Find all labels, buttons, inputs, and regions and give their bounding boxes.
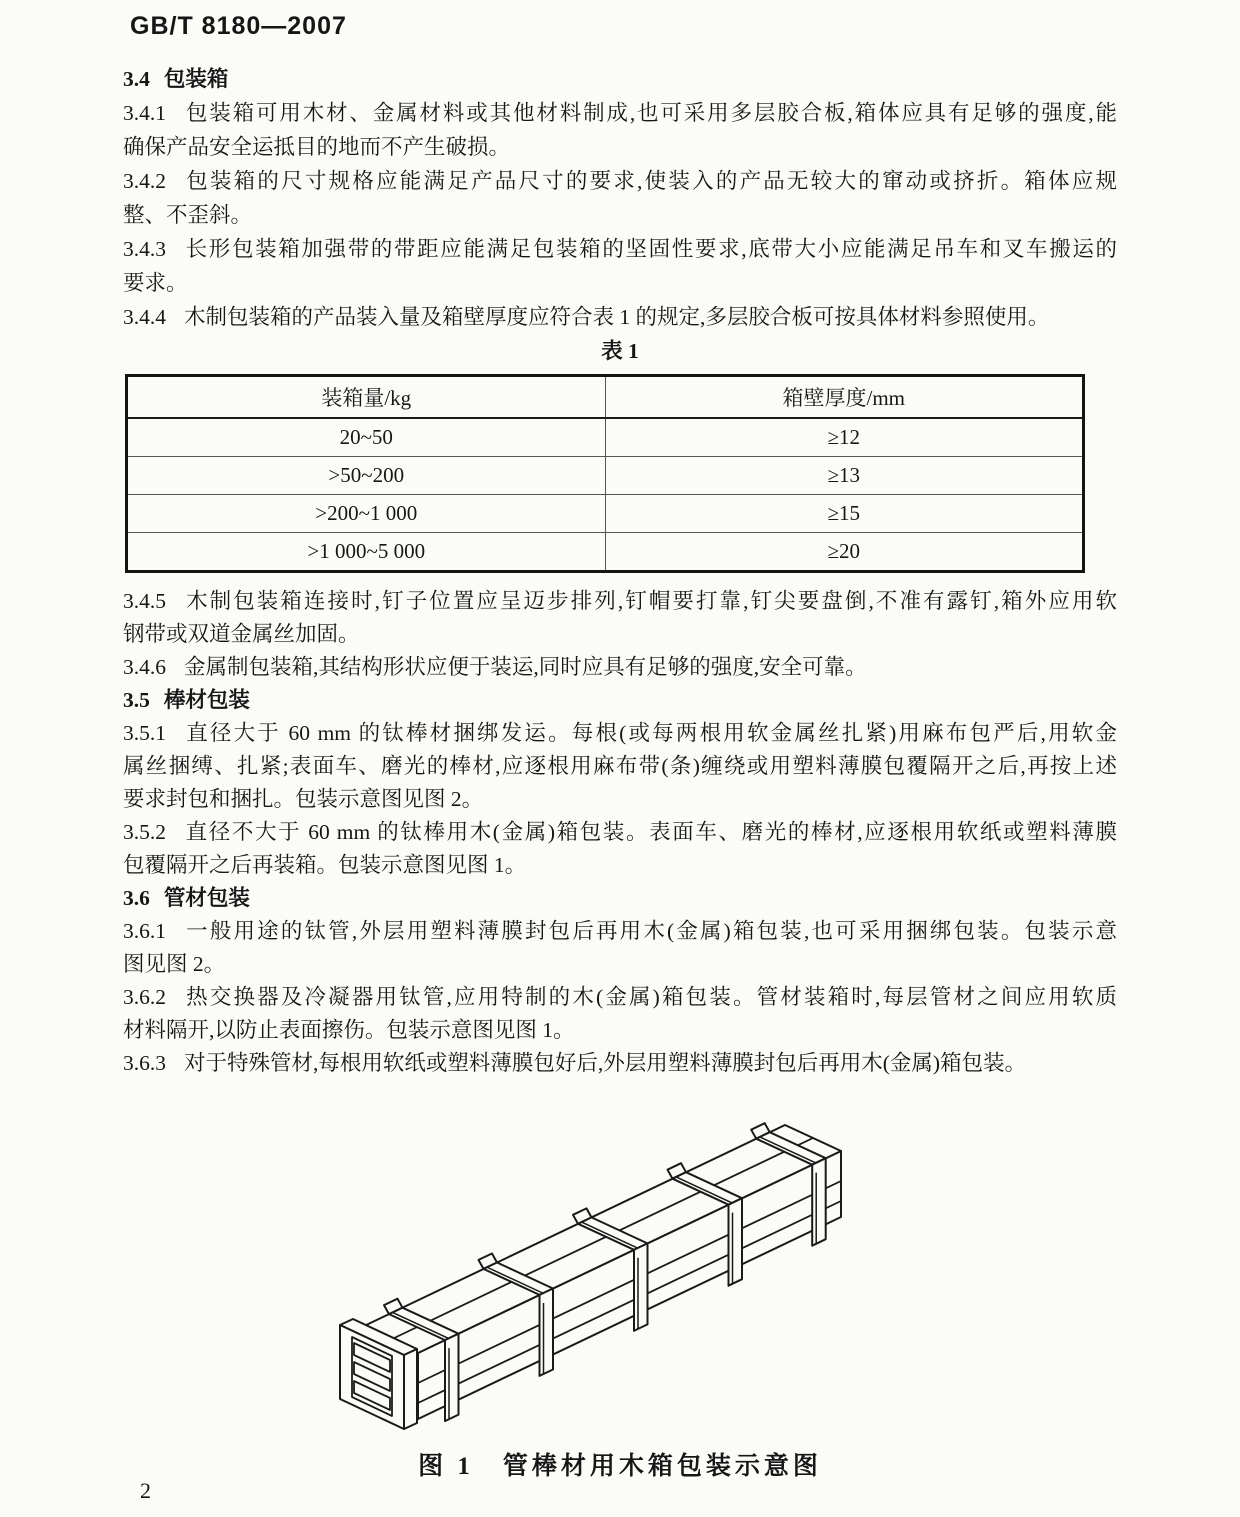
section-number: 3.4: [123, 67, 150, 91]
text-line: 包装箱的尺寸规格应能满足产品尺寸的要求,使装入的产品无较大的窜动或挤折。箱体应规: [184, 169, 1117, 193]
clause-number: 3.4.3: [123, 237, 166, 261]
section-title: 棒材包装: [163, 688, 250, 712]
table-row: [127, 533, 1084, 572]
col-header-load-weight: 装箱量/kg: [127, 376, 606, 419]
cell-load-range: 20~50: [127, 418, 606, 457]
para-3-4-6: [123, 651, 1117, 684]
text-line: 确保产品安全运抵目的地而不产生破损。: [123, 135, 511, 159]
figure-1-crate-drawing: [330, 1085, 890, 1445]
para-3-6-3: [123, 1047, 1117, 1080]
cell-load-range: >200~1 000: [127, 495, 606, 533]
clause-number: 3.4.5: [123, 589, 166, 613]
section-title: 包装箱: [163, 67, 229, 91]
clause-number: 3.6.3: [123, 1051, 166, 1075]
cell-thickness: ≥12: [605, 418, 1084, 457]
para-3-4-1: [123, 96, 1117, 164]
text-line: 木制包装箱的产品装入量及箱壁厚度应符合表 1 的规定,多层胶合板可按具体材料参照使用。: [184, 305, 1050, 329]
text-line: 直径大于 60 mm 的钛棒材捆绑发运。每根(或每两根用软金属丝扎紧)用麻布包严后,用软金: [184, 721, 1117, 745]
section-heading-3-5: [123, 684, 1117, 717]
section-title: 管材包装: [163, 886, 250, 910]
section-heading-3-6: [123, 882, 1117, 915]
table-1-box-wall-thickness: [125, 374, 1085, 573]
text-line: 材料隔开,以防止表面擦伤。包装示意图见图 1。: [123, 1018, 575, 1042]
table-caption: 表 1: [601, 339, 639, 363]
text-line: 热交换器及冷凝器用钛管,应用特制的木(金属)箱包装。管材装箱时,每层管材之间应用软质: [184, 985, 1117, 1009]
cell-thickness: ≥13: [605, 457, 1084, 495]
table-row: [127, 457, 1084, 495]
section-heading-3-4: [123, 62, 1117, 96]
text-line: 要求封包和捆扎。包装示意图见图 2。: [123, 787, 484, 811]
para-3-5-2: [123, 816, 1117, 882]
clause-number: 3.5.2: [123, 820, 166, 844]
cell-load-range: >1 000~5 000: [127, 533, 606, 572]
text-line: 钢带或双道金属丝加固。: [123, 622, 360, 646]
cell-load-range: >50~200: [127, 457, 606, 495]
standard-code: GB/T 8180—2007: [130, 12, 347, 40]
clause-number: 3.5.1: [123, 721, 166, 745]
table-row: [127, 418, 1084, 457]
clause-number: 3.4.2: [123, 169, 166, 193]
para-3-6-2: [123, 981, 1117, 1047]
page-number: 2: [140, 1478, 151, 1503]
table-row: [127, 495, 1084, 533]
para-3-4-3: [123, 232, 1117, 300]
text-line: 整、不歪斜。: [123, 203, 253, 227]
document-body: [123, 62, 1117, 1080]
end-cap-side: [404, 1349, 417, 1429]
text-line: 对于特殊管材,每根用软纸或塑料薄膜包好后,外层用塑料薄膜封包后再用木(金属)箱包装。: [184, 1051, 1027, 1075]
text-line: 金属制包装箱,其结构形状应便于装运,同时应具有足够的强度,安全可靠。: [184, 655, 867, 679]
text-line: 属丝捆缚、扎紧;表面车、磨光的棒材,应逐根用麻布带(条)缠绕或用塑料薄膜包覆隔开之后,再按上述: [123, 754, 1117, 778]
clause-number: 3.4.6: [123, 655, 166, 679]
text-line: 要求。: [123, 271, 188, 295]
text-line: 木制包装箱连接时,钉子位置应呈迈步排列,钉帽要打靠,钉尖要盘倒,不准有露钉,箱外应用软: [184, 589, 1117, 613]
para-3-4-4: [123, 300, 1117, 334]
table-header-row: [127, 376, 1084, 419]
para-3-5-1: [123, 717, 1117, 816]
cell-thickness: ≥20: [605, 533, 1084, 572]
clause-number: 3.4.1: [123, 101, 166, 125]
section-number: 3.5: [123, 688, 150, 712]
clause-number: 3.6.2: [123, 985, 166, 1009]
clause-number: 3.6.1: [123, 919, 166, 943]
section-number: 3.6: [123, 886, 150, 910]
col-header-wall-thickness: 箱壁厚度/mm: [605, 376, 1084, 419]
clause-number: 3.4.4: [123, 305, 166, 329]
text-line: 图见图 2。: [123, 952, 226, 976]
para-3-4-2: [123, 164, 1117, 232]
text-line: 一般用途的钛管,外层用塑料薄膜封包后再用木(金属)箱包装,也可采用捆绑包装。包装示意: [184, 919, 1117, 943]
text-line: 直径不大于 60 mm 的钛棒用木(金属)箱包装。表面车、磨光的棒材,应逐根用软纸或塑料薄膜: [184, 820, 1117, 844]
text-line: 长形包装箱加强带的带距应能满足包装箱的坚固性要求,底带大小应能满足吊车和叉车搬运的: [184, 237, 1117, 261]
para-3-4-5: [123, 585, 1117, 651]
lower-text-block: [123, 585, 1117, 1080]
text-line: 包覆隔开之后再装箱。包装示意图见图 1。: [123, 853, 527, 877]
cell-thickness: ≥15: [605, 495, 1084, 533]
figure-caption: 图 1 管棒材用木箱包装示意图: [418, 1453, 822, 1480]
para-3-6-1: [123, 915, 1117, 981]
text-line: 包装箱可用木材、金属材料或其他材料制成,也可采用多层胶合板,箱体应具有足够的强度,能: [184, 101, 1117, 125]
